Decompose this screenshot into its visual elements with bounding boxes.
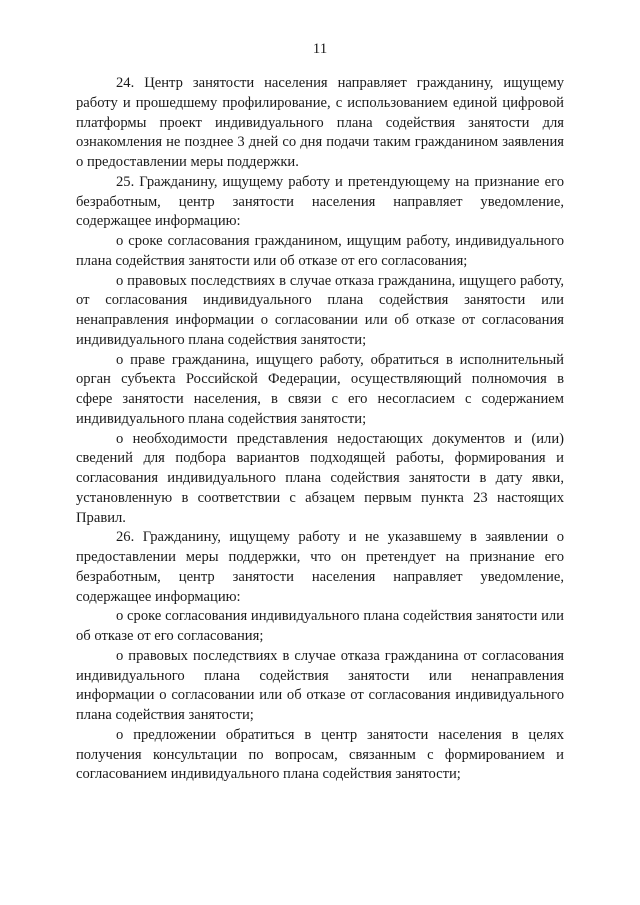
list-item-missing-documents: о необходимости представления недостающих документов и (или) сведений для подбора вариантов подходящей работы, формирования и согласования индивидуального плана содействия занятости в дату явки, установленную в соответствии с абзацем первым пункта 23 настоящих Правил. bbox=[76, 430, 564, 526]
document-body bbox=[76, 74, 564, 785]
list-item-term: о сроке согласования индивидуального плана содействия занятости или об отказе от его согласования; bbox=[76, 608, 564, 644]
list-item-consequences: о правовых последствиях в случае отказа гражданина, ищущего работу, от согласования индивидуального плана содействия занятости или ненаправления информации о согласовании или об отказе от согласования индивидуального плана содействия занятости; bbox=[76, 272, 564, 348]
list-item-consultation: о предложении обратиться в центр занятости населения в целях получения консультации по вопросам, связанным с формированием и согласованием индивидуального плана содействия занятости; bbox=[76, 726, 564, 783]
paragraph-item-25: 25. Гражданину, ищущему работу и претендующему на признание его безработным, центр занятости населения направляет уведомление, содержащее информацию: bbox=[76, 173, 564, 230]
list-item-consequences: о правовых последствиях в случае отказа гражданина от согласования индивидуального плана содействия занятости или ненаправления информации о согласовании или об отказе от согласования индивидуального плана содействия занятости; bbox=[76, 647, 564, 723]
page-number: 11 bbox=[312, 41, 328, 57]
list-item-term: о сроке согласования гражданином, ищущим работу, индивидуального плана содействия занятости или об отказе от его согласования; bbox=[76, 233, 564, 269]
list-item-right-to-appeal: о праве гражданина, ищущего работу, обратиться в исполнительный орган субъекта Российской Федерации, осуществляющий полномочия в сфере занятости населения, в связи с его несогласием с содержанием индивидуального плана содействия занятости; bbox=[76, 351, 564, 427]
paragraph-item-26: 26. Гражданину, ищущему работу и не указавшему в заявлении о предоставлении меры поддержки, что он претендует на признание его безработным, центр занятости населения направляет уведомление, содержащее информацию: bbox=[76, 529, 564, 605]
paragraph-item-24: 24. Центр занятости населения направляет гражданину, ищущему работу и прошедшему профилирование, с использованием единой цифровой платформы проект индивидуального плана содействия занятости для ознакомления не позднее 3 дней со дня подачи таким гражданином заявления о предоставлении меры поддержки. bbox=[76, 75, 564, 170]
